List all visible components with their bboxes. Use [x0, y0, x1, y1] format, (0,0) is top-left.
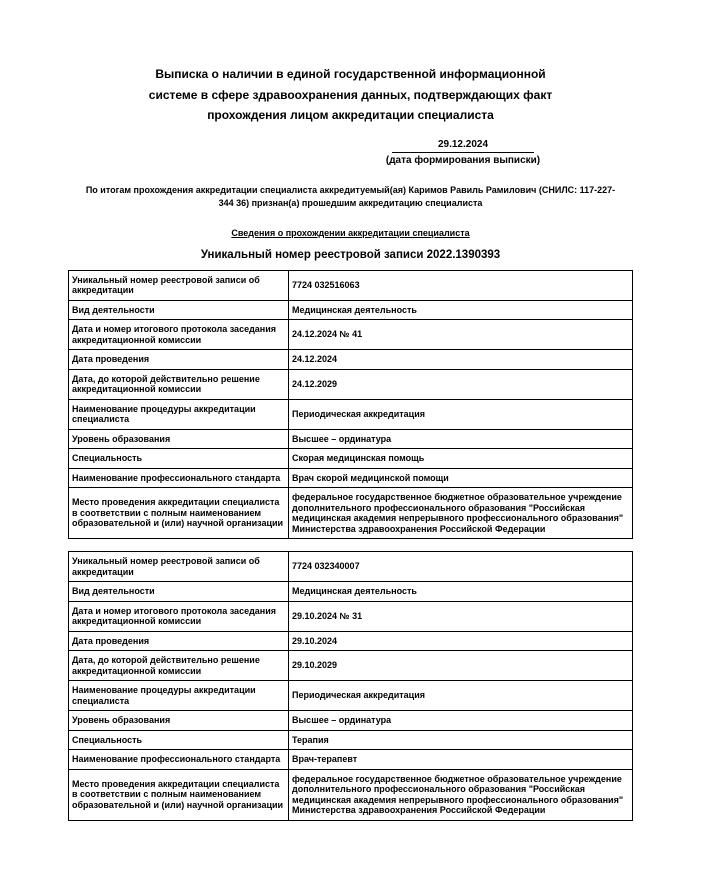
field-value-cell: 29.10.2024 № 31	[289, 601, 633, 631]
table-row	[69, 582, 633, 602]
field-label-cell: Специальность	[69, 730, 289, 750]
table-row	[69, 601, 633, 631]
registry-number-heading: Уникальный номер реестровой записи 2022.1390393	[200, 248, 501, 261]
field-label-cell: Дата и номер итогового протокола заседания аккредитационной комиссии	[69, 601, 289, 631]
field-value-cell: федеральное государственное бюджетное образовательное учреждение дополнительного профессионального образования "Российская медицинская академия непрерывного профессионального образования" Министерства здравоохранения Российской Федерации	[289, 488, 633, 539]
title-line: Выписка о наличии в единой государственной информационной	[155, 67, 546, 81]
table-row	[69, 300, 633, 320]
table-row	[69, 399, 633, 429]
intro-line: По итогам прохождения аккредитации специалиста аккредитуемый(ая) Каримов Равиль Рамилович (СНИЛС: 117-227-	[85, 184, 616, 195]
field-label-cell: Место проведения аккредитации специалиста в соответствии с полным наименованием образовательной и (или) научной организации	[69, 488, 289, 539]
document-title	[0, 64, 701, 126]
intro-line: 344 36) признан(а) прошедшим аккредитацию специалиста	[218, 197, 483, 208]
table-row	[69, 769, 633, 820]
field-value-cell: 7724 032516063	[289, 270, 633, 300]
field-value-cell: Медицинская деятельность	[289, 300, 633, 320]
field-value-cell: Высшее – ординатура	[289, 711, 633, 731]
field-label-cell: Вид деятельности	[69, 582, 289, 602]
table-row	[69, 429, 633, 449]
field-value-cell: Высшее – ординатура	[289, 429, 633, 449]
field-label-cell: Дата проведения	[69, 350, 289, 370]
title-line: системе в сфере здравоохранения данных, подтверждающих факт	[148, 87, 553, 102]
field-value-cell: Периодическая аккредитация	[289, 681, 633, 711]
field-value-cell: Медицинская деятельность	[289, 582, 633, 602]
field-value-cell: 24.12.2029	[289, 369, 633, 399]
field-label-cell: Уникальный номер реестровой записи об аккредитации	[69, 270, 289, 300]
field-label-cell: Уникальный номер реестровой записи об аккредитации	[69, 552, 289, 582]
field-label-cell: Наименование профессионального стандарта	[69, 468, 289, 488]
field-label-cell: Место проведения аккредитации специалиста в соответствии с полным наименованием образовательной и (или) научной организации	[69, 769, 289, 820]
table-row	[69, 552, 633, 582]
title-line: прохождения лицом аккредитации специалиста	[207, 108, 494, 122]
formation-date: 29.12.2024	[392, 139, 534, 153]
table-row	[69, 468, 633, 488]
field-value-cell: 29.10.2024	[289, 631, 633, 651]
field-value-cell: 24.12.2024 № 41	[289, 320, 633, 350]
field-value-cell: 7724 032340007	[289, 552, 633, 582]
table-row	[69, 270, 633, 300]
table-row	[69, 488, 633, 539]
table-row	[69, 449, 633, 469]
table-row	[69, 631, 633, 651]
intro-paragraph	[0, 184, 701, 210]
table-row	[69, 369, 633, 399]
field-value-cell: 29.10.2029	[289, 651, 633, 681]
field-value-cell: Врач-терапевт	[289, 750, 633, 770]
table-row	[69, 730, 633, 750]
section-heading: Сведения о прохождении аккредитации специалиста	[231, 227, 470, 238]
formation-date-label: (дата формирования выписки)	[385, 154, 541, 166]
field-label-cell: Наименование профессионального стандарта	[69, 750, 289, 770]
field-label-cell: Дата и номер итогового протокола заседания аккредитационной комиссии	[69, 320, 289, 350]
field-label-cell: Уровень образования	[69, 711, 289, 731]
field-label-cell: Вид деятельности	[69, 300, 289, 320]
table-row	[69, 750, 633, 770]
accreditation-table-1	[68, 270, 633, 540]
field-label-cell: Наименование процедуры аккредитации специалиста	[69, 681, 289, 711]
table-row	[69, 350, 633, 370]
accreditation-table-2	[68, 551, 633, 821]
field-label-cell: Дата, до которой действительно решение аккредитационной комиссии	[69, 651, 289, 681]
field-label-cell: Уровень образования	[69, 429, 289, 449]
field-value-cell: Периодическая аккредитация	[289, 399, 633, 429]
field-value-cell: 24.12.2024	[289, 350, 633, 370]
field-value-cell: федеральное государственное бюджетное образовательное учреждение дополнительного профессионального образования "Российская медицинская академия непрерывного профессионального образования" Министерства здравоохранения Российской Федерации	[289, 769, 633, 820]
field-label-cell: Наименование процедуры аккредитации специалиста	[69, 399, 289, 429]
formation-date-block	[378, 139, 548, 167]
field-label-cell: Дата проведения	[69, 631, 289, 651]
table-row	[69, 651, 633, 681]
field-label-cell: Дата, до которой действительно решение аккредитационной комиссии	[69, 369, 289, 399]
table-row	[69, 711, 633, 731]
table-row	[69, 681, 633, 711]
field-label-cell: Специальность	[69, 449, 289, 469]
field-value-cell: Терапия	[289, 730, 633, 750]
field-value-cell: Врач скорой медицинской помощи	[289, 468, 633, 488]
field-value-cell: Скорая медицинская помощь	[289, 449, 633, 469]
table-row	[69, 320, 633, 350]
